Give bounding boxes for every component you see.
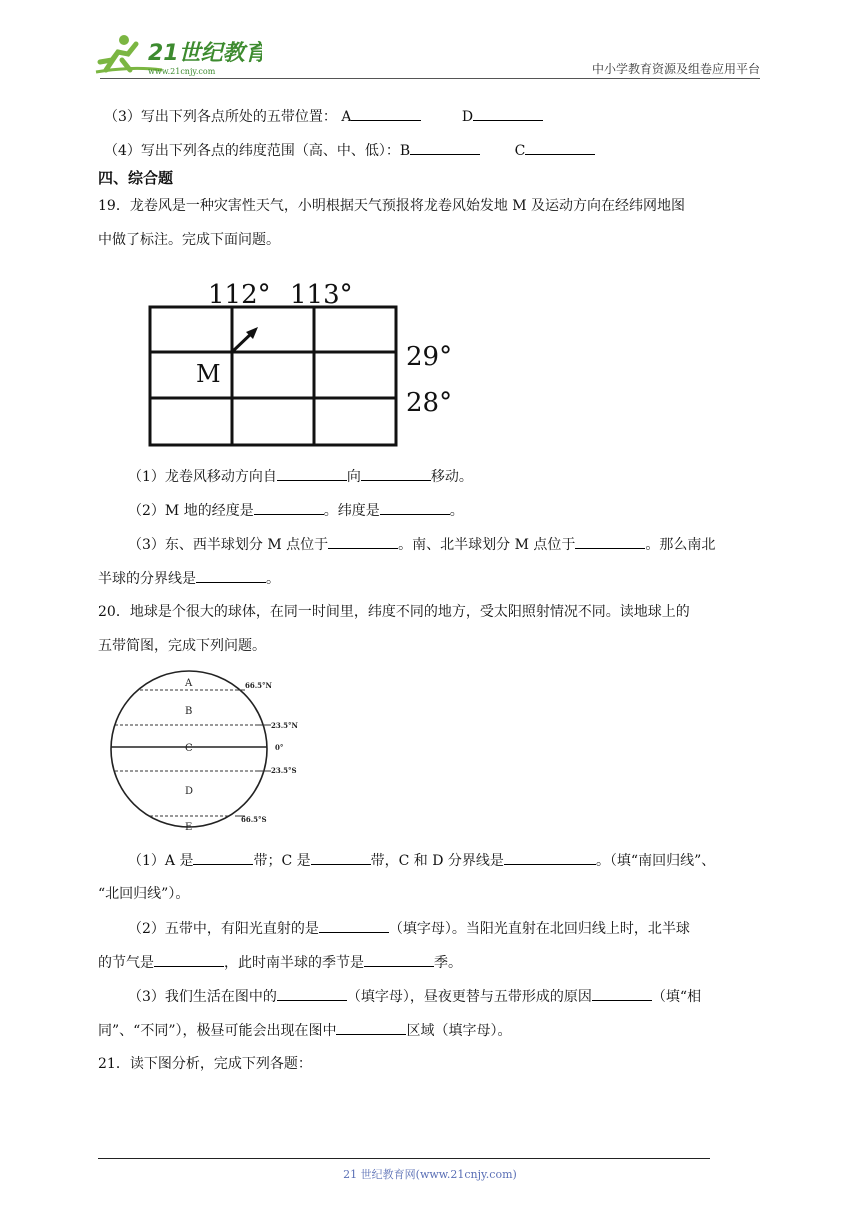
q19-part3-cont: 半球的分界线是 。 <box>98 568 280 589</box>
q20-part3-cont: 同”、“不同”），极昼可能会出现在图中 区域（填字母）。 <box>98 1020 511 1041</box>
lat-long-grid-figure <box>140 275 470 455</box>
q20-part1-cont: “北回归线”）。 <box>98 886 190 902</box>
grid-border <box>150 307 396 445</box>
latitude-label: 23.5°S <box>271 766 297 775</box>
answer-blank[interactable] <box>311 850 371 865</box>
answer-blank[interactable] <box>277 466 347 481</box>
platform-name: 中小学教育资源及组卷应用平台 <box>591 62 760 76</box>
answer-blank[interactable] <box>575 534 645 549</box>
zone-label: A <box>185 678 193 689</box>
five-zones-globe-figure <box>105 665 325 845</box>
zone-label: B <box>185 706 193 717</box>
answer-blank[interactable] <box>193 850 253 865</box>
longitude-label: 113° <box>290 280 353 310</box>
q19-stem-line2: 中做了标注。完成下面问题。 <box>98 232 280 248</box>
answer-blank[interactable] <box>504 850 596 865</box>
footer-link[interactable]: 21 世纪教育网(www.21cnjy.com) <box>343 1168 517 1181</box>
latitude-label: 29° <box>406 342 453 372</box>
zone-label: D <box>185 786 194 797</box>
q18-part3: （3）写出下列各点所处的五带位置： A D <box>104 106 543 127</box>
header-divider <box>100 78 760 79</box>
zone-label: C <box>185 743 193 754</box>
answer-blank[interactable] <box>154 952 224 967</box>
q20-part2-cont: 的节气是 ，此时南半球的季节是 季。 <box>98 952 462 973</box>
q20-part3: （3）我们生活在图中的 （填字母），昼夜更替与五带形成的原因 （填“相 <box>128 986 701 1007</box>
q19-part2: （2）M 地的经度是 。纬度是 。 <box>128 500 464 521</box>
answer-blank[interactable] <box>196 568 266 583</box>
answer-blank[interactable] <box>254 500 324 515</box>
answer-blank[interactable] <box>351 106 421 121</box>
answer-blank[interactable] <box>380 500 450 515</box>
q18-part4: （4）写出下列各点的纬度范围（高、中、低）：B C <box>104 140 595 161</box>
q19-part3: （3）东、西半球划分 M 点位于 。南、北半球划分 M 点位于 。那么南北 <box>128 534 715 555</box>
logo-url: www.21cnjy.com <box>148 67 216 76</box>
logo-text: 21世纪教育 <box>148 41 262 66</box>
latitude-label: 28° <box>406 388 453 418</box>
q19-stem-line1: 19．龙卷风是一种灾害性天气，小明根据天气预报将龙卷风始发地 M 及运动方向在经纬网地图 <box>98 198 686 214</box>
q20-part2: （2）五带中，有阳光直射的是 （填字母）。当阳光直射在北回归线上时，北半球 <box>128 918 690 939</box>
latitude-label: 66.5°N <box>245 681 272 690</box>
answer-blank[interactable] <box>592 986 652 1001</box>
answer-blank[interactable] <box>277 986 347 1001</box>
answer-blank[interactable] <box>410 140 480 155</box>
answer-blank[interactable] <box>473 106 543 121</box>
q20-stem-line1: 20．地球是个很大的球体，在同一时间里，纬度不同的地方，受太阳照射情况不同。读地球上的 <box>98 604 690 620</box>
q21-stem: 21．读下图分析，完成下列各题： <box>98 1056 312 1072</box>
zone-label: E <box>185 822 193 833</box>
runner-logo-icon <box>92 30 262 80</box>
latitude-label: 66.5°S <box>241 815 267 824</box>
site-logo <box>92 30 262 80</box>
longitude-label: 112° <box>208 280 271 310</box>
latitude-label: 0° <box>275 743 284 752</box>
q20-stem-line2: 五带简图，完成下列问题。 <box>98 638 266 654</box>
section-heading: 四、综合题 <box>98 169 174 187</box>
answer-blank[interactable] <box>336 1020 406 1035</box>
q19-part1: （1）龙卷风移动方向自 向 移动。 <box>128 466 473 487</box>
answer-blank[interactable] <box>319 918 389 933</box>
footer-divider <box>98 1158 710 1159</box>
answer-blank[interactable] <box>328 534 398 549</box>
answer-blank[interactable] <box>364 952 434 967</box>
q20-part1: （1）A 是 带；C 是 带，C 和 D 分界线是 。（填“南回归线”、 <box>128 850 715 871</box>
point-m-label: M <box>196 360 221 388</box>
latitude-label: 23.5°N <box>271 721 298 730</box>
answer-blank[interactable] <box>525 140 595 155</box>
answer-blank[interactable] <box>361 466 431 481</box>
